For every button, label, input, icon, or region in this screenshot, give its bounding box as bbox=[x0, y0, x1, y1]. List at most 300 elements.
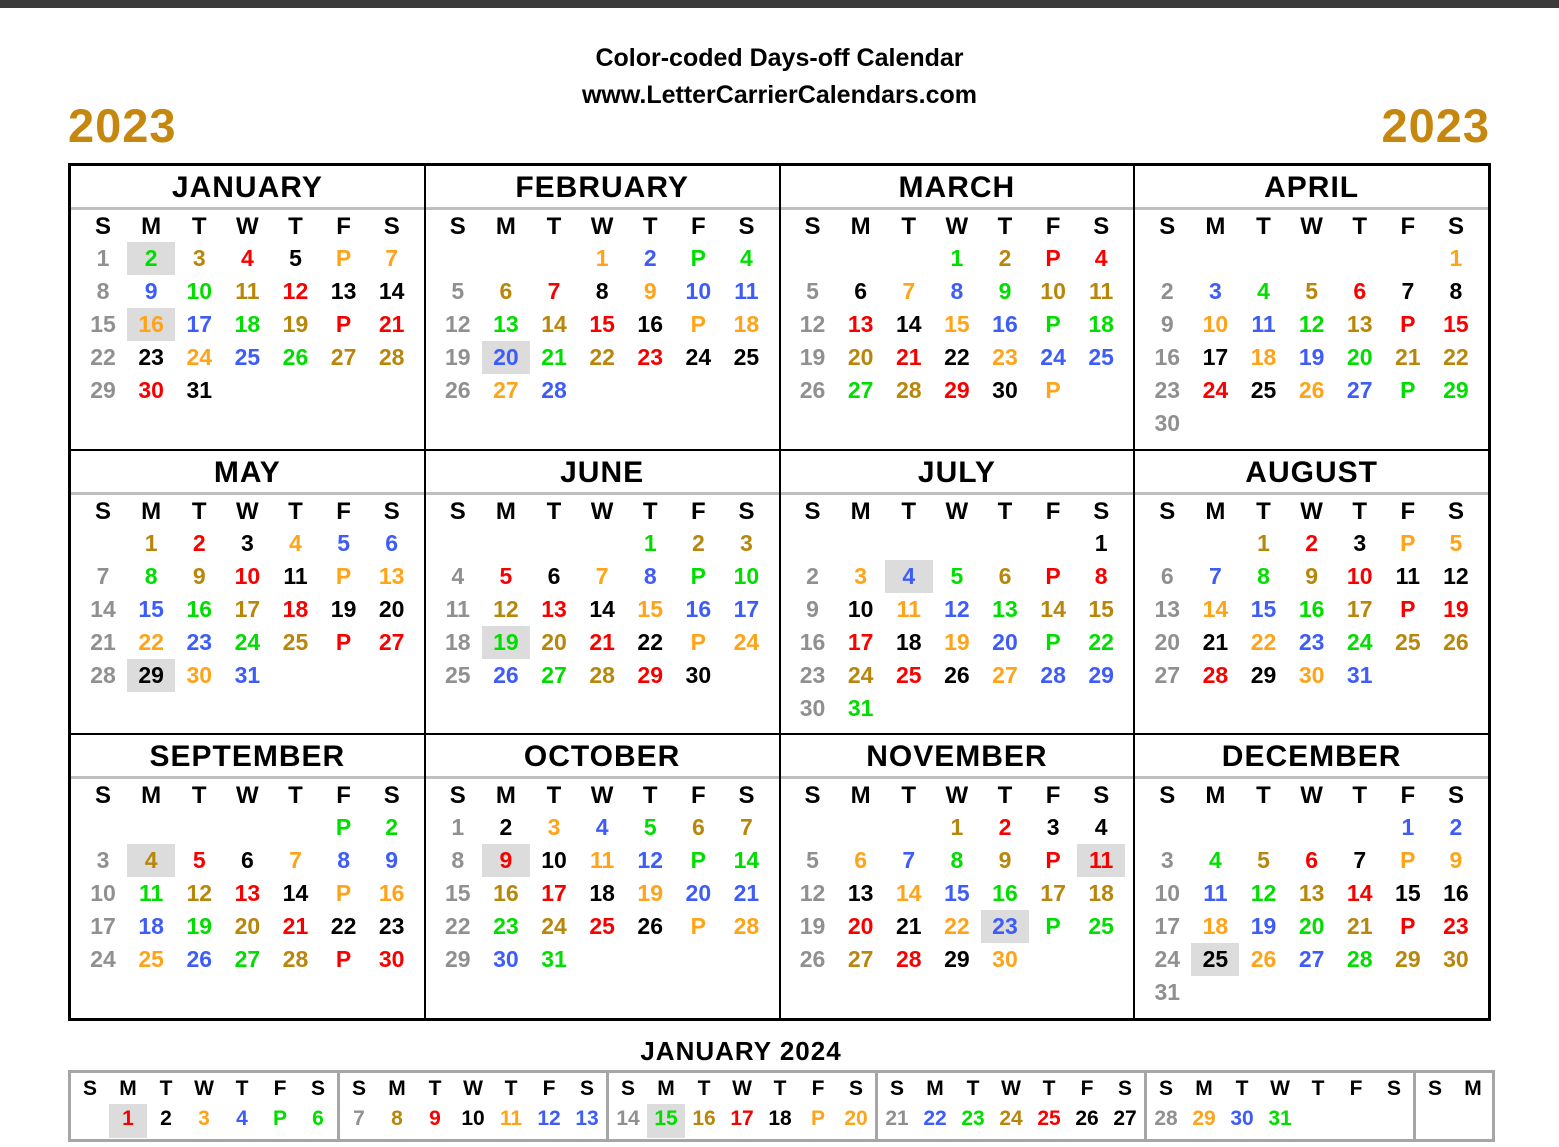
day-cell-september: 10 bbox=[90, 880, 116, 907]
payday-cell-september: P bbox=[335, 880, 352, 907]
day-cell-october: 10 bbox=[541, 847, 567, 874]
day-cell-october: 2 bbox=[499, 814, 513, 841]
day-cell-jan2024: 24 bbox=[999, 1107, 1023, 1130]
empty-cell bbox=[1239, 407, 1287, 440]
holiday-cell-july: 4 bbox=[885, 560, 933, 593]
day-cell-may: 13 bbox=[378, 562, 405, 589]
day-cell-december: 20 bbox=[1298, 913, 1325, 940]
empty-cell bbox=[320, 374, 368, 407]
day-cell-january: 15 bbox=[90, 311, 116, 337]
weekday-header: W bbox=[590, 782, 614, 810]
day-cell-april: 9 bbox=[1160, 311, 1174, 337]
day-cell-may: 14 bbox=[90, 595, 116, 622]
month-june bbox=[425, 450, 780, 735]
next-year-strip-title: JANUARY 2024 bbox=[640, 1036, 842, 1066]
day-cell-august: 14 bbox=[1202, 595, 1229, 622]
day-cell-october: 30 bbox=[493, 946, 519, 973]
day-cell-june: 20 bbox=[541, 628, 567, 655]
day-cell-july: 3 bbox=[854, 562, 868, 589]
empty-cell bbox=[127, 811, 175, 844]
weekday-header: T bbox=[191, 213, 207, 240]
day-cell-july: 27 bbox=[992, 661, 1018, 688]
day-cell-december: 5 bbox=[1257, 847, 1270, 874]
weekday-header: M bbox=[1195, 1077, 1213, 1100]
day-cell-march: 30 bbox=[992, 377, 1018, 403]
empty-cell bbox=[885, 692, 933, 725]
day-cell-august: 1 bbox=[1257, 529, 1270, 556]
day-cell-december: 1 bbox=[1401, 814, 1415, 841]
payday-cell-january: P bbox=[335, 245, 352, 271]
weekday-header: W bbox=[590, 213, 614, 240]
day-cell-may: 30 bbox=[186, 661, 213, 688]
day-cell-november: 1 bbox=[950, 814, 964, 841]
weekday-header: S bbox=[1093, 497, 1110, 525]
month-may bbox=[70, 450, 425, 735]
empty-cell bbox=[626, 943, 674, 976]
payday-cell-june: P bbox=[690, 562, 706, 589]
payday-cell-jan2024: P bbox=[810, 1107, 825, 1130]
day-cell-june: 28 bbox=[589, 661, 615, 688]
day-cell-june: 18 bbox=[445, 628, 471, 655]
day-cell-july: 16 bbox=[799, 628, 826, 655]
holiday-cell-november: 11 bbox=[1077, 844, 1125, 877]
day-cell-jan2024: 12 bbox=[537, 1107, 561, 1130]
day-cell-march: 2 bbox=[998, 245, 1012, 271]
day-cell-november: 2 bbox=[998, 814, 1012, 841]
empty-cell bbox=[271, 811, 319, 844]
payday-cell-october: P bbox=[690, 847, 706, 874]
day-cell-july: 20 bbox=[992, 628, 1018, 655]
payday-cell-january: P bbox=[335, 311, 352, 337]
weekday-header: W bbox=[236, 497, 259, 525]
day-cell-march: 25 bbox=[1088, 344, 1114, 370]
page-title-line1: Color-coded Days-off Calendar bbox=[595, 44, 964, 72]
empty-cell bbox=[1336, 976, 1384, 1009]
weekday-header: T bbox=[901, 213, 917, 240]
day-cell-july: 10 bbox=[847, 595, 874, 622]
empty-cell bbox=[1239, 976, 1287, 1009]
weekday-header: F bbox=[691, 782, 706, 810]
day-cell-september: 27 bbox=[234, 946, 261, 973]
empty-cell bbox=[1336, 811, 1384, 844]
day-cell-may: 2 bbox=[192, 529, 206, 556]
day-cell-november: 20 bbox=[847, 913, 874, 940]
day-cell-march: 8 bbox=[950, 278, 964, 304]
day-cell-august: 13 bbox=[1154, 595, 1181, 622]
day-cell-november: 15 bbox=[944, 880, 970, 907]
strip-block-grid bbox=[1416, 1073, 1492, 1139]
day-cell-september: 14 bbox=[282, 880, 309, 907]
day-cell-november: 13 bbox=[847, 880, 874, 907]
empty-cell bbox=[933, 692, 981, 725]
month-april bbox=[1134, 165, 1489, 450]
day-cell-january: 4 bbox=[240, 245, 254, 271]
weekday-header: S bbox=[804, 213, 821, 240]
weekday-header: T bbox=[546, 213, 562, 240]
month-title-rule bbox=[781, 492, 1134, 495]
day-cell-july: 13 bbox=[992, 595, 1018, 622]
day-cell-january: 1 bbox=[96, 245, 110, 271]
weekday-header: S bbox=[804, 782, 821, 810]
day-cell-september: 16 bbox=[378, 880, 405, 907]
weekday-header: M bbox=[657, 1077, 675, 1100]
day-cell-october: 3 bbox=[547, 814, 561, 841]
day-cell-july: 15 bbox=[1088, 595, 1114, 622]
weekday-header: S bbox=[383, 782, 400, 810]
payday-cell-september: P bbox=[335, 946, 352, 973]
day-cell-april: 13 bbox=[1346, 311, 1373, 337]
day-cell-august: 9 bbox=[1305, 562, 1319, 589]
day-cell-october: 20 bbox=[685, 880, 712, 907]
weekday-header: S bbox=[449, 782, 466, 810]
weekday-header: T bbox=[901, 782, 917, 810]
month-days-october bbox=[426, 780, 779, 976]
weekday-header: T bbox=[288, 213, 303, 240]
day-cell-july: 11 bbox=[896, 595, 921, 622]
day-cell-jan2024: 18 bbox=[768, 1107, 792, 1130]
payday-cell-november: P bbox=[1045, 913, 1061, 940]
day-cell-september: 25 bbox=[138, 946, 164, 973]
day-cell-may: 1 bbox=[144, 529, 158, 556]
weekday-header: S bbox=[1447, 497, 1464, 525]
day-cell-august: 27 bbox=[1154, 661, 1181, 688]
day-cell-february: 26 bbox=[445, 377, 471, 403]
weekday-header: M bbox=[1205, 782, 1226, 810]
day-cell-october: 18 bbox=[589, 880, 615, 907]
weekday-header: S bbox=[889, 1077, 904, 1100]
day-cell-april: 18 bbox=[1250, 344, 1277, 370]
weekday-header: S bbox=[1447, 213, 1464, 240]
day-cell-august: 8 bbox=[1257, 562, 1270, 589]
empty-cell bbox=[578, 374, 626, 407]
day-cell-january: 23 bbox=[138, 344, 164, 370]
day-cell-september: 22 bbox=[330, 913, 357, 940]
month-days-june bbox=[426, 496, 779, 692]
day-cell-october: 22 bbox=[445, 913, 471, 940]
payday-cell-july: P bbox=[1045, 562, 1061, 589]
empty-cell bbox=[885, 527, 933, 560]
day-cell-may: 24 bbox=[234, 628, 261, 655]
day-cell-jan2024: 13 bbox=[575, 1107, 599, 1130]
month-december bbox=[1134, 734, 1489, 1019]
day-cell-june: 3 bbox=[740, 529, 753, 556]
strip-block-5 bbox=[1144, 1073, 1413, 1139]
empty-cell bbox=[320, 659, 368, 692]
weekday-header: S bbox=[351, 1077, 366, 1100]
day-cell-may: 9 bbox=[192, 562, 206, 589]
day-cell-november: 30 bbox=[992, 946, 1018, 973]
weekday-header: T bbox=[642, 213, 658, 240]
empty-cell bbox=[1384, 659, 1432, 692]
day-cell-december: 26 bbox=[1250, 946, 1277, 973]
day-cell-jan2024: 30 bbox=[1230, 1107, 1254, 1130]
day-cell-july: 17 bbox=[847, 628, 874, 655]
day-cell-february: 11 bbox=[734, 278, 759, 304]
day-cell-february: 25 bbox=[733, 344, 760, 370]
day-cell-february: 7 bbox=[547, 278, 561, 304]
day-cell-october: 16 bbox=[493, 880, 519, 907]
empty-cell bbox=[368, 374, 416, 407]
day-cell-october: 19 bbox=[637, 880, 664, 907]
month-title-july: JULY bbox=[917, 455, 996, 489]
empty-cell bbox=[837, 242, 885, 275]
day-cell-jan2024: 25 bbox=[1037, 1107, 1061, 1130]
weekday-header: T bbox=[1235, 1077, 1249, 1100]
weekday-header: M bbox=[141, 782, 162, 810]
day-cell-december: 21 bbox=[1346, 913, 1373, 940]
day-cell-july: 25 bbox=[895, 661, 922, 688]
day-cell-jan2024: 9 bbox=[429, 1107, 441, 1130]
day-cell-september: 18 bbox=[138, 913, 164, 940]
empty-cell bbox=[1288, 811, 1336, 844]
day-cell-august: 21 bbox=[1202, 628, 1229, 655]
day-cell-january: 19 bbox=[282, 311, 309, 337]
weekday-header: T bbox=[546, 782, 562, 810]
day-cell-february: 28 bbox=[541, 377, 567, 403]
month-title-august: AUGUST bbox=[1245, 455, 1378, 489]
empty-cell bbox=[1029, 527, 1077, 560]
weekday-header: W bbox=[590, 497, 614, 525]
weekday-header: M bbox=[495, 213, 516, 240]
day-cell-june: 13 bbox=[541, 595, 567, 622]
empty-cell bbox=[1191, 242, 1239, 275]
holiday-cell-october: 9 bbox=[482, 844, 530, 877]
day-cell-november: 17 bbox=[1040, 880, 1066, 907]
empty-cell bbox=[223, 374, 271, 407]
weekday-header: T bbox=[1352, 782, 1368, 810]
day-cell-september: 6 bbox=[240, 847, 254, 874]
empty-cell bbox=[71, 1104, 109, 1138]
day-cell-august: 16 bbox=[1298, 595, 1325, 622]
month-title-rule bbox=[71, 207, 424, 210]
month-title-rule bbox=[1135, 776, 1488, 779]
holiday-cell-december: 25 bbox=[1191, 943, 1239, 976]
empty-cell bbox=[1384, 976, 1432, 1009]
day-cell-october: 17 bbox=[541, 880, 567, 907]
weekday-header: T bbox=[997, 213, 1013, 240]
day-cell-august: 22 bbox=[1250, 628, 1277, 655]
day-cell-july: 12 bbox=[944, 595, 970, 622]
month-title-rule bbox=[1135, 207, 1488, 210]
empty-cell bbox=[79, 527, 127, 560]
day-cell-july: 22 bbox=[1088, 628, 1114, 655]
empty-cell bbox=[1299, 1104, 1337, 1138]
empty-cell bbox=[1432, 659, 1480, 692]
day-cell-november: 6 bbox=[854, 847, 868, 874]
day-cell-april: 7 bbox=[1401, 278, 1415, 304]
weekday-header: T bbox=[428, 1077, 442, 1100]
day-cell-october: 6 bbox=[691, 814, 705, 841]
weekday-header: S bbox=[1427, 1077, 1442, 1100]
day-cell-jan2024: 22 bbox=[923, 1107, 947, 1130]
day-cell-january: 8 bbox=[96, 278, 110, 304]
day-cell-november: 14 bbox=[895, 880, 922, 907]
day-cell-june: 22 bbox=[637, 628, 664, 655]
day-cell-july: 19 bbox=[944, 628, 970, 655]
month-august bbox=[1134, 450, 1489, 735]
day-cell-october: 1 bbox=[451, 814, 465, 841]
weekday-header: T bbox=[1256, 497, 1271, 525]
day-cell-november: 18 bbox=[1088, 880, 1114, 907]
empty-cell bbox=[578, 527, 626, 560]
day-cell-april: 23 bbox=[1154, 377, 1181, 403]
year-label-left: 2023 bbox=[68, 99, 177, 152]
year-label-right: 2023 bbox=[1381, 99, 1490, 152]
weekday-header: M bbox=[1464, 1077, 1482, 1100]
day-cell-jan2024: 21 bbox=[885, 1107, 909, 1130]
day-cell-may: 27 bbox=[378, 628, 405, 655]
weekday-header: F bbox=[1400, 497, 1416, 525]
weekday-header: S bbox=[95, 213, 112, 240]
day-cell-october: 5 bbox=[643, 814, 657, 841]
day-cell-may: 31 bbox=[234, 661, 261, 688]
month-title-rule bbox=[71, 776, 424, 779]
empty-cell bbox=[722, 943, 770, 976]
weekday-header: S bbox=[82, 1077, 97, 1100]
strip-block-6 bbox=[1413, 1073, 1492, 1139]
weekday-header: W bbox=[236, 782, 259, 810]
day-cell-january: 17 bbox=[186, 311, 213, 337]
holiday-cell-september: 4 bbox=[127, 844, 175, 877]
day-cell-october: 15 bbox=[445, 880, 471, 907]
day-cell-january: 13 bbox=[330, 278, 357, 304]
empty-cell bbox=[1029, 943, 1077, 976]
day-cell-october: 11 bbox=[589, 847, 615, 874]
weekday-header: T bbox=[773, 1077, 787, 1100]
day-cell-february: 12 bbox=[445, 311, 471, 337]
day-cell-july: 23 bbox=[799, 661, 826, 688]
day-cell-may: 16 bbox=[186, 595, 213, 622]
day-cell-july: 6 bbox=[998, 562, 1012, 589]
empty-cell bbox=[722, 659, 770, 692]
day-cell-december: 30 bbox=[1443, 946, 1469, 973]
day-cell-september: 28 bbox=[282, 946, 309, 973]
weekday-header: F bbox=[811, 1077, 825, 1100]
weekday-header: S bbox=[383, 213, 400, 240]
day-cell-jan2024: 28 bbox=[1154, 1107, 1178, 1130]
day-cell-jan2024: 31 bbox=[1268, 1107, 1292, 1130]
weekday-header: F bbox=[336, 782, 351, 810]
month-title-rule bbox=[781, 776, 1134, 779]
day-cell-march: 22 bbox=[944, 344, 970, 370]
weekday-header: T bbox=[159, 1077, 173, 1100]
empty-cell bbox=[1336, 242, 1384, 275]
holiday-cell-november: 23 bbox=[981, 910, 1029, 943]
day-cell-october: 29 bbox=[445, 946, 471, 973]
day-cell-november: 22 bbox=[944, 913, 970, 940]
day-cell-may: 18 bbox=[282, 595, 309, 622]
day-cell-jan2024: 7 bbox=[353, 1107, 365, 1130]
day-cell-september: 21 bbox=[282, 913, 309, 940]
day-cell-march: 9 bbox=[998, 278, 1012, 304]
day-cell-january: 29 bbox=[90, 377, 116, 403]
day-cell-august: 6 bbox=[1160, 562, 1174, 589]
day-cell-july: 14 bbox=[1040, 595, 1066, 622]
day-cell-jan2024: 8 bbox=[391, 1107, 403, 1130]
day-cell-september: 13 bbox=[234, 880, 261, 907]
empty-cell bbox=[933, 527, 981, 560]
empty-cell bbox=[175, 811, 223, 844]
day-cell-july: 26 bbox=[944, 661, 970, 688]
day-cell-july: 5 bbox=[950, 562, 964, 589]
payday-cell-march: P bbox=[1045, 377, 1061, 403]
day-cell-may: 6 bbox=[385, 529, 399, 556]
day-cell-april: 26 bbox=[1298, 377, 1325, 403]
weekday-header: W bbox=[463, 1077, 483, 1100]
day-cell-january: 31 bbox=[186, 377, 213, 403]
day-cell-september: 5 bbox=[192, 847, 206, 874]
strip-block-3 bbox=[606, 1073, 875, 1139]
day-cell-august: 24 bbox=[1346, 628, 1373, 655]
day-cell-november: 28 bbox=[895, 946, 922, 973]
payday-cell-may: P bbox=[335, 628, 352, 655]
weekday-header: M bbox=[1205, 497, 1226, 525]
day-cell-august: 7 bbox=[1209, 562, 1222, 589]
holiday-cell-january: 2 bbox=[127, 242, 175, 275]
day-cell-july: 29 bbox=[1088, 661, 1114, 688]
day-cell-february: 13 bbox=[493, 311, 519, 337]
strip-block-grid bbox=[609, 1073, 875, 1139]
weekday-header: T bbox=[1352, 213, 1368, 240]
empty-cell bbox=[1384, 242, 1432, 275]
day-cell-june: 10 bbox=[733, 562, 760, 589]
weekday-header: T bbox=[288, 782, 303, 810]
day-cell-may: 20 bbox=[378, 595, 405, 622]
empty-cell bbox=[1288, 976, 1336, 1009]
payday-cell-december: P bbox=[1400, 847, 1416, 874]
day-cell-august: 3 bbox=[1353, 529, 1367, 556]
weekday-header: W bbox=[945, 782, 969, 810]
weekday-header: M bbox=[141, 213, 162, 240]
payday-cell-march: P bbox=[1045, 245, 1061, 271]
holiday-cell-january: 16 bbox=[127, 308, 175, 341]
strip-block-grid bbox=[878, 1073, 1144, 1139]
month-july bbox=[780, 450, 1135, 735]
weekday-header: M bbox=[850, 782, 871, 810]
day-cell-february: 6 bbox=[499, 278, 513, 304]
payday-cell-august: P bbox=[1400, 595, 1416, 622]
empty-cell bbox=[1416, 1104, 1454, 1138]
day-cell-jan2024: 11 bbox=[499, 1107, 523, 1130]
day-cell-february: 27 bbox=[493, 377, 519, 403]
strip-block-2 bbox=[337, 1073, 606, 1139]
day-cell-april: 10 bbox=[1202, 311, 1229, 337]
day-cell-august: 30 bbox=[1298, 661, 1325, 688]
payday-cell-february: P bbox=[690, 245, 706, 271]
day-cell-february: 10 bbox=[685, 278, 712, 304]
day-cell-february: 2 bbox=[643, 245, 657, 271]
day-cell-july: 18 bbox=[895, 628, 922, 655]
strip-block-grid bbox=[71, 1073, 337, 1139]
weekday-header: S bbox=[1158, 1077, 1173, 1100]
day-cell-jan2024: 26 bbox=[1075, 1107, 1099, 1130]
day-cell-november: 25 bbox=[1088, 913, 1114, 940]
weekday-header: T bbox=[697, 1077, 711, 1100]
day-cell-april: 3 bbox=[1209, 278, 1222, 304]
empty-cell bbox=[1384, 407, 1432, 440]
weekday-header: T bbox=[642, 497, 658, 525]
day-cell-december: 10 bbox=[1154, 880, 1181, 907]
day-cell-march: 21 bbox=[895, 344, 922, 370]
day-cell-march: 14 bbox=[895, 311, 922, 337]
weekday-header: F bbox=[1400, 213, 1416, 240]
day-cell-december: 3 bbox=[1160, 847, 1174, 874]
day-cell-march: 7 bbox=[902, 278, 916, 304]
day-cell-september: 9 bbox=[385, 847, 399, 874]
payday-cell-may: P bbox=[335, 562, 352, 589]
weekday-header: T bbox=[191, 782, 207, 810]
day-cell-september: 24 bbox=[90, 946, 116, 973]
